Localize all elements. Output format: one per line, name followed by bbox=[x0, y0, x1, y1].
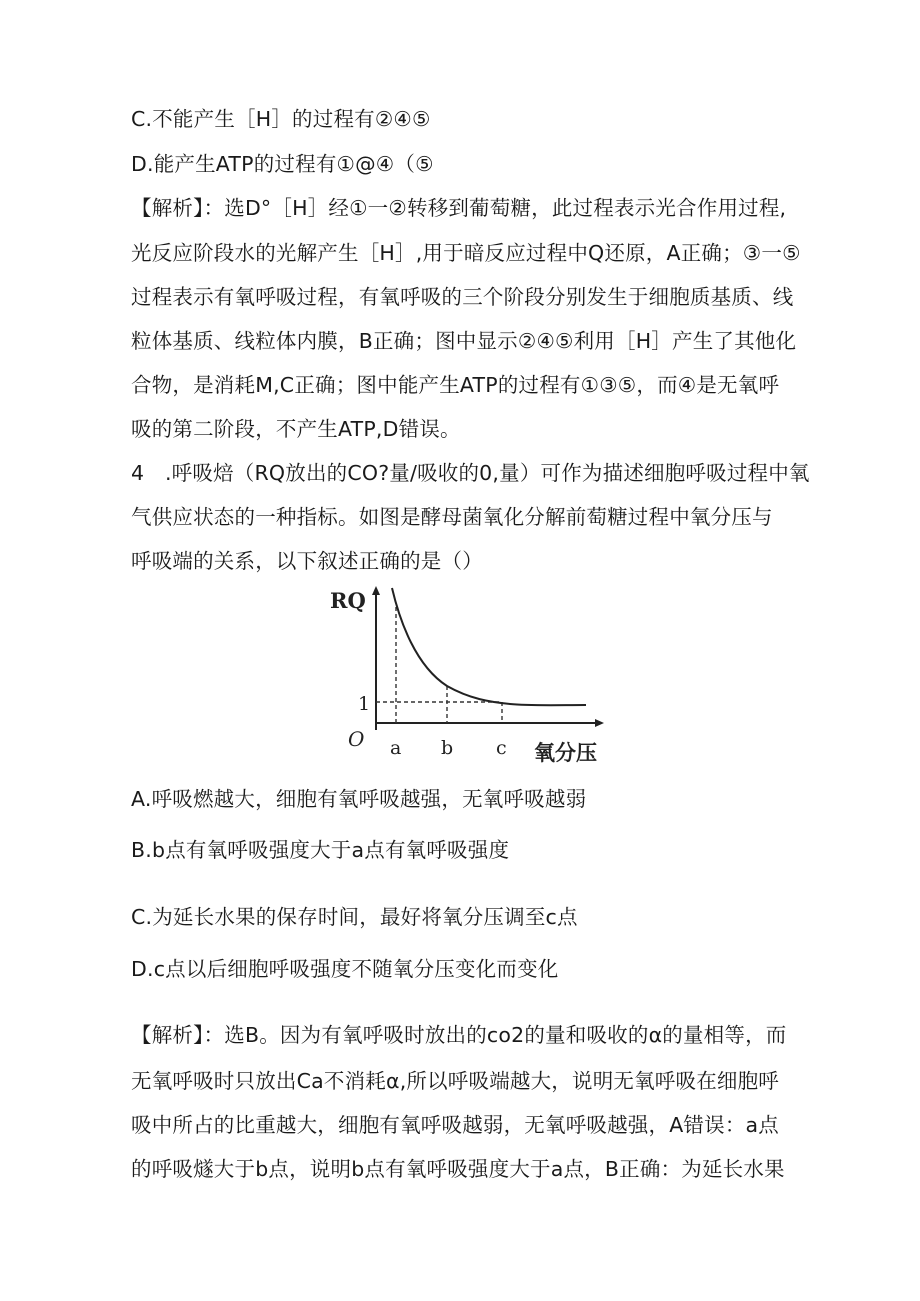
option-d: D.c点以后细胞呼吸强度不随氧分压变化而变化 bbox=[131, 957, 559, 981]
text-line-11: 呼吸端的关系，以下叙述正确的是（） bbox=[131, 549, 483, 573]
text-line-10: 气供应状态的一种指标。如图是酵母菌氧化分解前萄糖过程中氧分压与 bbox=[131, 505, 773, 529]
text-line-5: 过程表示有氧呼吸过程，有氧呼吸的三个阶段分别发生于细胞质基质、线 bbox=[131, 285, 794, 309]
option-b: B.b点有氧呼吸强度大于a点有氧呼吸强度 bbox=[131, 838, 510, 862]
text-line-8: 吸的第二阶段，不产生ATP,D错误。 bbox=[131, 417, 461, 441]
option-a: A.呼吸燃越大，细胞有氧呼吸越强，无氧呼吸越弱 bbox=[131, 787, 587, 811]
rq-oxygen-figure bbox=[320, 582, 620, 782]
text-line-2: D.能产生ATP的过程有①@④（⑤ bbox=[131, 152, 434, 176]
x-tick-a: a bbox=[390, 737, 402, 759]
option-c: C.为延长水果的保存时间，最好将氧分压调至c点 bbox=[131, 905, 578, 929]
y-tick-1: 1 bbox=[358, 693, 371, 715]
text-line-19: 的呼吸燧大于b点，说明b点有氧呼吸强度大于a点，B正确：为延长水果 bbox=[131, 1157, 785, 1181]
x-axis-label: 氧分压 bbox=[534, 741, 597, 765]
origin-label: O bbox=[348, 727, 365, 751]
text-line-4: 光反应阶段水的光解产生［H］,用于暗反应过程中Q还原，A正确；③一⑤ bbox=[131, 241, 801, 265]
text-line-6: 粒体基质、线粒体内膜，B正确；图中显示②④⑤利用［H］产生了其他化 bbox=[131, 329, 797, 353]
text-line-18: 吸中所占的比重越大，细胞有氧呼吸越弱，无氧呼吸越强，A错误：a点 bbox=[131, 1113, 779, 1137]
text-line-9: 4 .呼吸焙（RQ放出的CO?量/吸收的0,量）可作为描述细胞呼吸过程中氧 bbox=[131, 461, 810, 485]
text-line-1: C.不能产生［H］的过程有②④⑤ bbox=[131, 107, 431, 131]
x-tick-b: b bbox=[441, 737, 454, 759]
text-line-3: 【解析】：选D°［H］经①一②转移到葡萄糖，此过程表示光合作用过程, bbox=[131, 196, 787, 220]
rq-curve bbox=[392, 588, 586, 705]
text-line-17: 无氧呼吸时只放出Ca不消耗α,所以呼吸端越大，说明无氧呼吸在细胞呼 bbox=[131, 1069, 780, 1093]
x-tick-c: c bbox=[496, 737, 507, 759]
text-line-7: 合物，是消耗M,C正确；图中能产生ATP的过程有①③⑤，而④是无氧呼 bbox=[131, 373, 780, 397]
y-axis-label: RQ bbox=[330, 588, 366, 613]
text-line-16: 【解析】：选B。因为有氧呼吸时放出的co2的量和吸收的α的量相等，而 bbox=[131, 1023, 787, 1047]
